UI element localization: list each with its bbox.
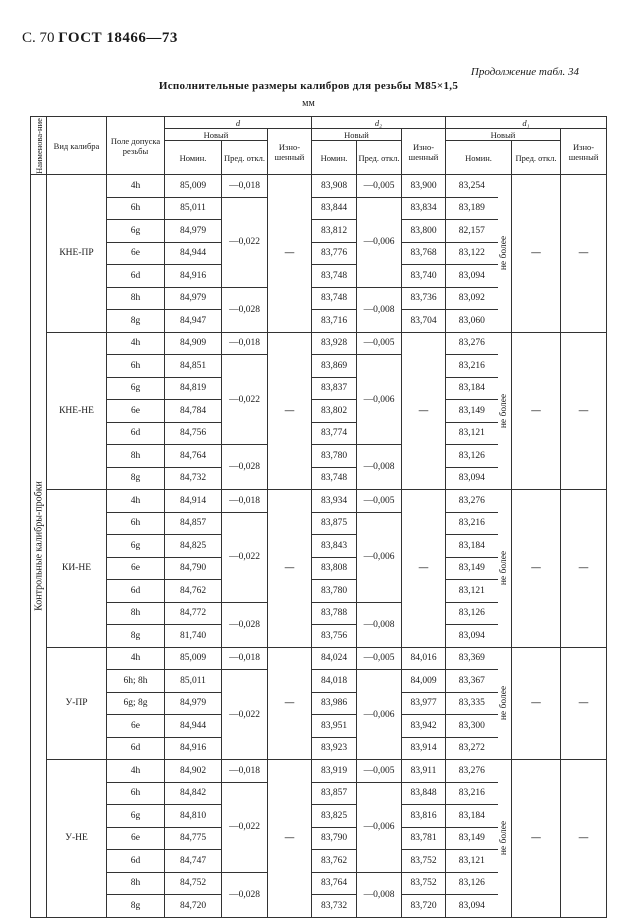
d-nominal: 84,762 [165, 580, 222, 603]
d-nominal: 84,764 [165, 445, 222, 468]
d-worn: — [268, 332, 312, 490]
d1-worn-header: Изно-шенный [561, 129, 607, 175]
d2-nominal: 83,934 [312, 490, 357, 513]
d-nominal: 84,775 [165, 827, 222, 850]
page-number: С. 70 [22, 30, 55, 46]
tolerance-field: 4h [107, 175, 165, 198]
d2-worn: 83,740 [402, 265, 446, 288]
d-nominal: 84,752 [165, 872, 222, 895]
d2-nominal: 83,857 [312, 782, 357, 805]
d2-nominal: 83,875 [312, 512, 357, 535]
gauge-kind: КНЕ-ПР [47, 175, 107, 333]
table-row [31, 760, 607, 783]
tolerance-field: 6g; 8g [107, 692, 165, 715]
d2-deviation: —0,005 [357, 175, 402, 198]
d2-nominal: 83,716 [312, 310, 357, 333]
d-nominal: 84,909 [165, 332, 222, 355]
table-row [31, 490, 607, 513]
d2-nominal: 83,908 [312, 175, 357, 198]
d1-nominal: 82,157 [446, 220, 498, 243]
tolerance-field: 8g [107, 895, 165, 918]
d-deviation: —0,018 [222, 760, 268, 783]
d2-worn: 83,816 [402, 805, 446, 828]
page-header [22, 30, 178, 47]
d-nominal: 84,819 [165, 377, 222, 400]
d1-nom-header: Номин. [446, 141, 512, 175]
d2-nominal: 83,928 [312, 332, 357, 355]
gauge-kind: У-ПР [47, 647, 107, 760]
tolerance-field: 6h [107, 197, 165, 220]
d2-deviation: —0,006 [357, 355, 402, 445]
d-deviation: —0,028 [222, 287, 268, 332]
table-body [31, 175, 607, 918]
d-deviation: —0,022 [222, 782, 268, 872]
d2-nominal: 83,951 [312, 715, 357, 738]
d2-deviation: —0,006 [357, 197, 402, 287]
d1-nominal: 83,369 [446, 647, 498, 670]
table-row [31, 647, 607, 670]
tolerance-field: 6e [107, 715, 165, 738]
d-nominal: 84,914 [165, 490, 222, 513]
d-deviation: —0,022 [222, 355, 268, 445]
d2-nominal: 83,776 [312, 242, 357, 265]
d1-deviation: — [512, 175, 561, 333]
d1-nominal: 83,276 [446, 332, 498, 355]
d1-not-more-cell [498, 490, 512, 648]
d1-nominal: 83,126 [446, 872, 498, 895]
d-nominal: 84,979 [165, 692, 222, 715]
d-nominal: 84,747 [165, 850, 222, 873]
d2-nominal: 83,788 [312, 602, 357, 625]
d1-nominal: 83,121 [446, 580, 498, 603]
d-worn: — [268, 490, 312, 648]
d2-deviation: —0,008 [357, 602, 402, 647]
d1-nominal: 83,276 [446, 760, 498, 783]
d2-worn: 83,768 [402, 242, 446, 265]
d2-nominal: 84,024 [312, 647, 357, 670]
d1-nominal: 83,149 [446, 400, 498, 423]
d1-dev-header: Пред. откл. [512, 141, 561, 175]
d2-nominal: 83,764 [312, 872, 357, 895]
dimensions-table [30, 116, 607, 918]
col-d1-header: d₁ [446, 117, 607, 129]
d-nominal: 84,947 [165, 310, 222, 333]
d1-nominal: 83,092 [446, 287, 498, 310]
tolerance-field: 8g [107, 625, 165, 648]
d1-nominal: 83,121 [446, 850, 498, 873]
d1-nominal: 83,126 [446, 602, 498, 625]
d-nominal: 84,825 [165, 535, 222, 558]
d-nominal: 85,011 [165, 670, 222, 693]
d2-deviation: —0,008 [357, 872, 402, 917]
tolerance-field: 6h; 8h [107, 670, 165, 693]
d2-worn: 83,781 [402, 827, 446, 850]
d-nominal: 84,790 [165, 557, 222, 580]
d1-nominal: 83,335 [446, 692, 498, 715]
d-nominal: 81,740 [165, 625, 222, 648]
d1-nominal: 83,272 [446, 737, 498, 760]
tolerance-field: 6e [107, 400, 165, 423]
d2-nominal: 83,843 [312, 535, 357, 558]
d2-worn: 83,834 [402, 197, 446, 220]
d-nominal: 84,842 [165, 782, 222, 805]
col-d-header: d [165, 117, 312, 129]
d-nominal: 84,857 [165, 512, 222, 535]
tolerance-field: 6g [107, 535, 165, 558]
col-tolerance-header: Поле допуска резьбы [107, 117, 165, 175]
not-more-label: не более [499, 821, 510, 856]
d1-not-more-cell [498, 760, 512, 918]
d2-worn: 83,942 [402, 715, 446, 738]
d2-worn: 83,736 [402, 287, 446, 310]
d-nominal: 84,784 [165, 400, 222, 423]
d2-worn: 83,752 [402, 872, 446, 895]
d2-worn: 83,704 [402, 310, 446, 333]
tolerance-field: 8h [107, 872, 165, 895]
table-row [31, 175, 607, 198]
d2-deviation: —0,006 [357, 670, 402, 760]
d-worn: — [268, 175, 312, 333]
tolerance-field: 4h [107, 332, 165, 355]
d1-new-header: Новый [446, 129, 561, 141]
tolerance-field: 6e [107, 557, 165, 580]
col-name-header: Наименова-ние [31, 117, 47, 175]
d2-deviation: —0,005 [357, 760, 402, 783]
d1-nominal: 83,216 [446, 782, 498, 805]
d-nominal: 84,916 [165, 737, 222, 760]
d2-nominal: 83,802 [312, 400, 357, 423]
tolerance-field: 6g [107, 220, 165, 243]
d2-worn: 83,720 [402, 895, 446, 918]
d2-nominal: 83,812 [312, 220, 357, 243]
tolerance-field: 6h [107, 512, 165, 535]
d2-worn: 83,977 [402, 692, 446, 715]
d2-worn: — [402, 490, 446, 648]
tolerance-field: 4h [107, 490, 165, 513]
tolerance-field: 8h [107, 287, 165, 310]
unit-label: мм [302, 98, 315, 109]
d-deviation: —0,018 [222, 490, 268, 513]
d2-worn-header: Изно-шенный [402, 129, 446, 175]
d2-deviation: —0,005 [357, 647, 402, 670]
d1-worn: — [561, 490, 607, 648]
d2-nominal: 83,756 [312, 625, 357, 648]
d2-nominal: 83,748 [312, 287, 357, 310]
d2-nominal: 83,780 [312, 445, 357, 468]
gauge-kind: КНЕ-НЕ [47, 332, 107, 490]
continuation-note: Продолжение табл. 34 [470, 66, 579, 78]
d1-nominal: 83,216 [446, 512, 498, 535]
d1-nominal: 83,254 [446, 175, 498, 198]
d2-nominal: 83,780 [312, 580, 357, 603]
d2-worn: 83,848 [402, 782, 446, 805]
d2-nominal: 83,986 [312, 692, 357, 715]
d2-deviation: —0,005 [357, 490, 402, 513]
d1-nominal: 83,060 [446, 310, 498, 333]
tolerance-field: 6d [107, 422, 165, 445]
tolerance-field: 6h [107, 355, 165, 378]
d1-not-more-cell [498, 647, 512, 760]
d1-worn: — [561, 332, 607, 490]
d2-nominal: 83,732 [312, 895, 357, 918]
d1-nominal: 83,216 [446, 355, 498, 378]
group-name: Контрольные калибры-пробки [33, 480, 44, 611]
table-row [31, 332, 607, 355]
d2-worn: 83,900 [402, 175, 446, 198]
not-more-label: не более [499, 393, 510, 428]
d-nominal: 84,979 [165, 220, 222, 243]
d1-nominal: 83,184 [446, 535, 498, 558]
d-nominal: 85,009 [165, 647, 222, 670]
d1-nominal: 83,126 [446, 445, 498, 468]
tolerance-field: 4h [107, 760, 165, 783]
tolerance-field: 6h [107, 782, 165, 805]
d2-new-header: Новый [312, 129, 402, 141]
d-deviation: —0,018 [222, 647, 268, 670]
d-nominal: 84,772 [165, 602, 222, 625]
d-nominal: 85,011 [165, 197, 222, 220]
d-deviation: —0,028 [222, 602, 268, 647]
d-deviation: —0,018 [222, 332, 268, 355]
d1-worn: — [561, 647, 607, 760]
d-nominal: 84,944 [165, 242, 222, 265]
tolerance-field: 4h [107, 647, 165, 670]
d2-worn: — [402, 332, 446, 490]
tolerance-field: 8h [107, 602, 165, 625]
d1-nominal: 83,094 [446, 467, 498, 490]
d-nominal: 84,916 [165, 265, 222, 288]
d-nominal: 84,851 [165, 355, 222, 378]
d2-worn: 84,016 [402, 647, 446, 670]
tolerance-field: 6d [107, 580, 165, 603]
tolerance-field: 6d [107, 850, 165, 873]
tolerance-field: 6d [107, 737, 165, 760]
d2-deviation: —0,008 [357, 287, 402, 332]
tolerance-field: 6d [107, 265, 165, 288]
d2-worn: 83,911 [402, 760, 446, 783]
d1-nominal: 83,300 [446, 715, 498, 738]
d1-deviation: — [512, 760, 561, 918]
gauge-kind: КИ-НЕ [47, 490, 107, 648]
d1-nominal: 83,184 [446, 377, 498, 400]
d-deviation: —0,018 [222, 175, 268, 198]
d1-nominal: 83,094 [446, 265, 498, 288]
tolerance-field: 6e [107, 827, 165, 850]
d1-worn: — [561, 760, 607, 918]
d2-nominal: 83,837 [312, 377, 357, 400]
tolerance-field: 6g [107, 377, 165, 400]
d2-worn: 83,800 [402, 220, 446, 243]
standard-code: ГОСТ 18466—73 [58, 30, 178, 46]
col-kind-header: Вид калибра [47, 117, 107, 175]
table-title: Исполнительные размеры калибров для резьбы М85×1,5 [158, 80, 459, 92]
d-deviation: —0,022 [222, 197, 268, 287]
gauge-kind: У-НЕ [47, 760, 107, 918]
d2-nominal: 83,790 [312, 827, 357, 850]
tolerance-field: 6e [107, 242, 165, 265]
d-dev-header: Пред. откл. [222, 141, 268, 175]
d-nominal: 84,979 [165, 287, 222, 310]
d2-nom-header: Номин. [312, 141, 357, 175]
d2-dev-header: Пред. откл. [357, 141, 402, 175]
d1-not-more-cell [498, 332, 512, 490]
d-worn-header: Изно-шенный [268, 129, 312, 175]
group-name-cell [31, 175, 47, 918]
d-nominal: 85,009 [165, 175, 222, 198]
d-worn: — [268, 760, 312, 918]
d2-worn: 84,009 [402, 670, 446, 693]
d2-deviation: —0,006 [357, 782, 402, 872]
tolerance-field: 8g [107, 467, 165, 490]
d2-worn: 83,752 [402, 850, 446, 873]
d2-deviation: —0,006 [357, 512, 402, 602]
d1-nominal: 83,149 [446, 557, 498, 580]
d1-worn: — [561, 175, 607, 333]
d-deviation: —0,022 [222, 512, 268, 602]
d-nominal: 84,902 [165, 760, 222, 783]
d1-nominal: 83,149 [446, 827, 498, 850]
d2-deviation: —0,008 [357, 445, 402, 490]
d1-nominal: 83,121 [446, 422, 498, 445]
d1-deviation: — [512, 647, 561, 760]
d2-nominal: 83,774 [312, 422, 357, 445]
d1-nominal: 83,122 [446, 242, 498, 265]
d1-not-more-cell [498, 175, 512, 333]
d-new-header: Новый [165, 129, 268, 141]
tolerance-field: 8h [107, 445, 165, 468]
d2-worn: 83,914 [402, 737, 446, 760]
d-nom-header: Номин. [165, 141, 222, 175]
d2-nominal: 83,825 [312, 805, 357, 828]
d-nominal: 84,756 [165, 422, 222, 445]
d2-nominal: 83,869 [312, 355, 357, 378]
not-more-label: не более [499, 551, 510, 586]
d-nominal: 84,732 [165, 467, 222, 490]
d1-deviation: — [512, 490, 561, 648]
d2-nominal: 83,748 [312, 467, 357, 490]
tolerance-field: 8g [107, 310, 165, 333]
d2-nominal: 83,923 [312, 737, 357, 760]
d-deviation: —0,028 [222, 445, 268, 490]
d2-nominal: 83,919 [312, 760, 357, 783]
d1-nominal: 83,094 [446, 625, 498, 648]
d2-nominal: 83,748 [312, 265, 357, 288]
d1-nominal: 83,094 [446, 895, 498, 918]
col-d2-header: d₂ [312, 117, 446, 129]
d1-nominal: 83,367 [446, 670, 498, 693]
d1-deviation: — [512, 332, 561, 490]
d2-nominal: 83,808 [312, 557, 357, 580]
d1-nominal: 83,189 [446, 197, 498, 220]
d-nominal: 84,720 [165, 895, 222, 918]
not-more-label: не более [499, 236, 510, 271]
d1-nominal: 83,184 [446, 805, 498, 828]
d2-nominal: 84,018 [312, 670, 357, 693]
tolerance-field: 6g [107, 805, 165, 828]
d2-deviation: —0,005 [357, 332, 402, 355]
d1-nominal: 83,276 [446, 490, 498, 513]
d-deviation: —0,022 [222, 670, 268, 760]
d-nominal: 84,810 [165, 805, 222, 828]
d-worn: — [268, 647, 312, 760]
d2-nominal: 83,762 [312, 850, 357, 873]
not-more-label: не более [499, 686, 510, 721]
d2-nominal: 83,844 [312, 197, 357, 220]
d-nominal: 84,944 [165, 715, 222, 738]
d-deviation: —0,028 [222, 872, 268, 917]
